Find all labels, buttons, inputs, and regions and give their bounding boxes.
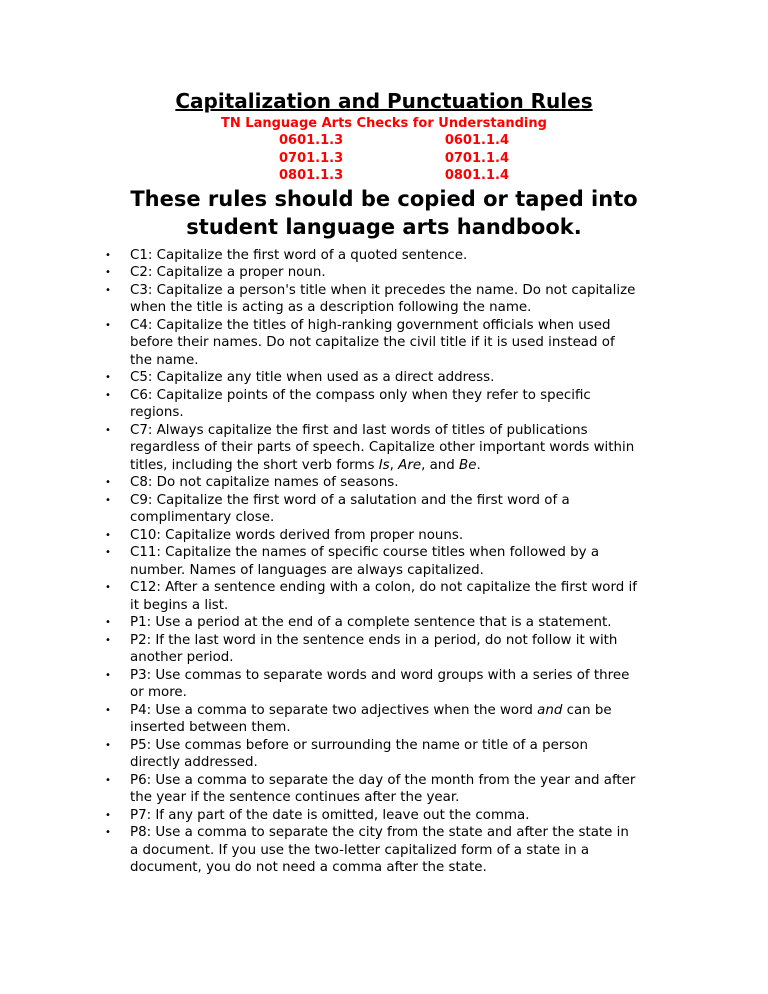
bullet-icon: •	[105, 529, 111, 541]
bullet-icon: •	[105, 809, 111, 821]
rule-text: C8: Do not capitalize names of seasons.	[130, 475, 399, 490]
rule-text: C7: Always capitalize the first and last words of titles of publications regardless of their parts of speech. Capitalize other important words within titles, including the short verb forms Is, Are, and Be.	[130, 422, 635, 473]
subtitle: TN Language Arts Checks for Understanding	[221, 116, 547, 131]
bullet-icon: •	[105, 774, 111, 786]
bullet-icon: •	[105, 389, 111, 401]
rule-item	[105, 702, 640, 737]
standard-code: 0601.1.4	[444, 133, 509, 148]
rule-item	[105, 579, 640, 614]
rule-text: C12: After a sentence ending with a colon, do not capitalize the first word if it begins a list.	[130, 580, 637, 613]
bullet-icon: •	[105, 739, 111, 751]
rule-item	[105, 387, 640, 422]
rule-item	[105, 369, 640, 387]
rule-text: P5: Use commas before or surrounding the name or title of a person directly addressed.	[130, 737, 588, 770]
rule-item	[105, 807, 640, 825]
rule-text: C11: Capitalize the names of specific course titles when followed by a number. Names of languages are always capitalized.	[130, 545, 600, 578]
bullet-icon: •	[105, 284, 111, 296]
rule-item	[105, 527, 640, 545]
rule-item	[105, 492, 640, 527]
bullet-icon: •	[105, 669, 111, 681]
rule-item	[105, 667, 640, 702]
rule-text: C10: Capitalize words derived from proper nouns.	[130, 527, 464, 543]
rule-text: P7: If any part of the date is omitted, leave out the comma.	[130, 807, 530, 823]
rule-item	[105, 737, 640, 772]
rule-item	[105, 632, 640, 667]
bullet-icon: •	[105, 704, 111, 716]
bullet-icon: •	[105, 424, 111, 436]
standard-code: 0801.1.3	[279, 168, 344, 183]
rule-item	[105, 824, 640, 877]
rule-item	[105, 317, 640, 370]
bullet-icon: •	[105, 319, 111, 331]
rule-text: P4: Use a comma to separate two adjectives when the word and can be inserted between them.	[130, 702, 612, 735]
code-row	[254, 132, 514, 150]
rule-text: C5: Capitalize any title when used as a direct address.	[130, 370, 495, 385]
code-row	[254, 150, 514, 168]
rule-text: P1: Use a period at the end of a complete sentence that is a statement.	[130, 615, 612, 630]
standard-code: 0701.1.3	[279, 150, 344, 166]
rule-text: P8: Use a comma to separate the city from the state and after the state in a document. If you use the two-letter capitalized form of a state in a document, you do not need a comma after the state.	[130, 825, 629, 875]
bullet-icon: •	[105, 617, 111, 628]
rule-text: C3: Capitalize a person's title when it precedes the name. Do not capitalize when the title is acting as a description following the name.	[130, 282, 636, 315]
bullet-icon: •	[105, 249, 111, 261]
bullet-icon: •	[105, 494, 111, 506]
bullet-icon: •	[105, 477, 111, 488]
rule-text: C4: Capitalize the titles of high-ranking government officials when used before their names. Do not capitalize the civil title if it is used instead of the name.	[130, 317, 615, 368]
rule-text: C1: Capitalize the first word of a quoted sentence.	[130, 247, 468, 263]
rule-text: C9: Capitalize the first word of a salutation and the first word of a complimentary close.	[130, 492, 570, 525]
bullet-icon: •	[105, 582, 111, 593]
bullet-icon: •	[105, 267, 111, 278]
bullet-icon: •	[105, 634, 111, 646]
rule-item	[105, 544, 640, 579]
rules-list	[105, 247, 640, 877]
rule-text: P3: Use commas to separate words and word groups with a series of three or more.	[130, 667, 630, 700]
rule-text: C6: Capitalize points of the compass only when they refer to specific regions.	[130, 387, 591, 420]
instructions-heading: These rules should be copied or taped into student language arts handbook.	[130, 186, 638, 239]
rule-item	[105, 264, 640, 282]
bullet-icon: •	[105, 372, 111, 383]
rule-item	[105, 772, 640, 807]
rule-text: P2: If the last word in the sentence ends in a period, do not follow it with another period.	[130, 632, 618, 665]
standard-codes	[254, 132, 514, 185]
page-title: Capitalization and Punctuation Rules	[175, 89, 593, 113]
rule-text: C2: Capitalize a proper noun.	[130, 265, 326, 280]
rule-item	[105, 282, 640, 317]
rule-item	[105, 422, 640, 475]
rule-item	[105, 474, 640, 492]
rule-item	[105, 247, 640, 265]
bullet-icon: •	[105, 827, 111, 838]
standard-code: 0801.1.4	[444, 168, 509, 183]
rule-item	[105, 614, 640, 632]
standard-code: 0701.1.4	[444, 150, 509, 166]
bullet-icon: •	[105, 547, 111, 558]
standard-code: 0601.1.3	[279, 133, 344, 148]
rule-text: P6: Use a comma to separate the day of the month from the year and after the year if the sentence continues after the year.	[130, 772, 636, 805]
code-row	[254, 167, 514, 185]
